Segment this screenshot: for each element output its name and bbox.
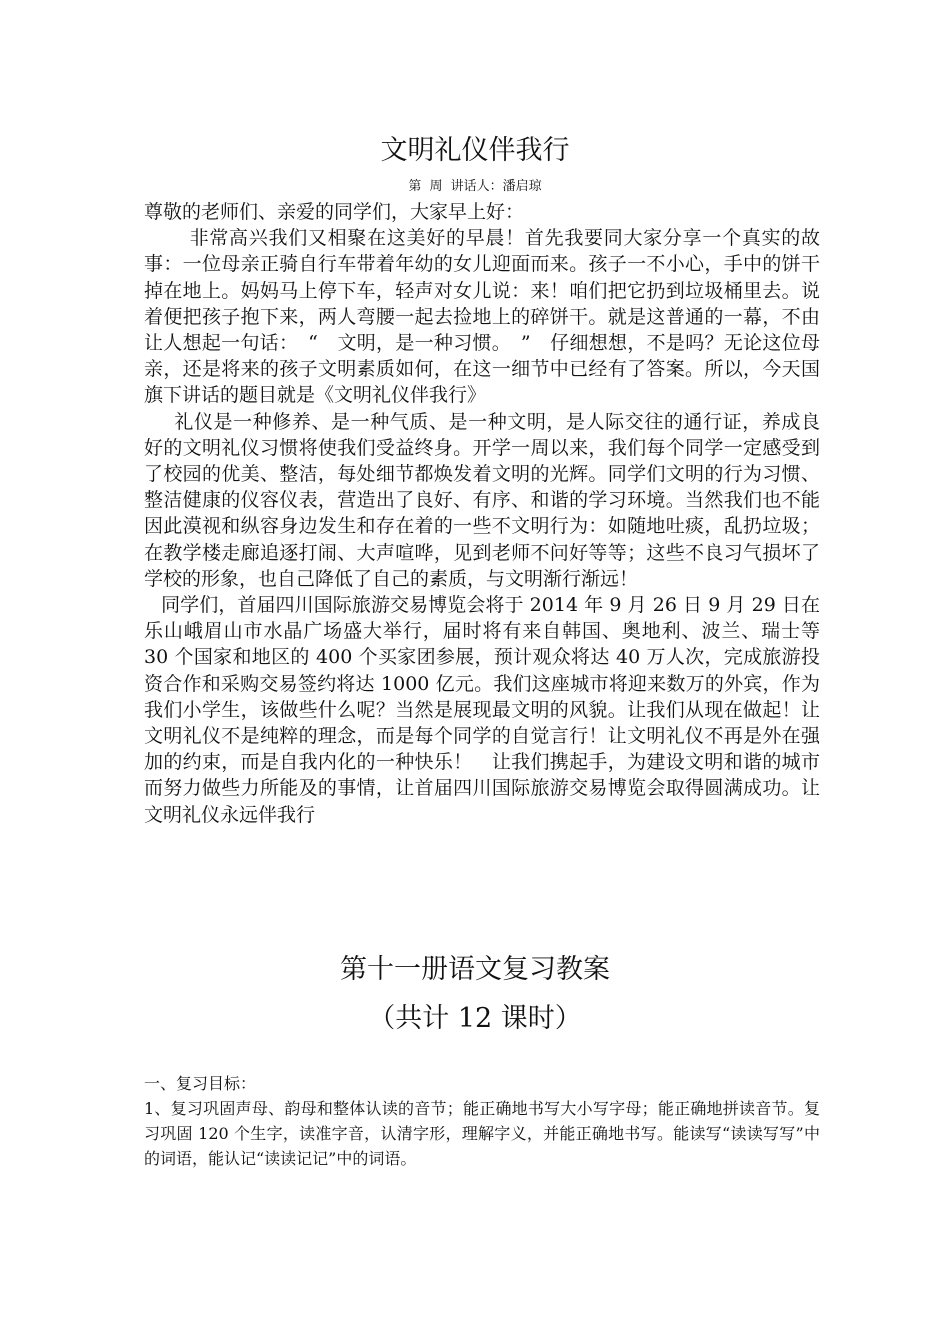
speech-meta: 第 周 讲话人：潘启琼 bbox=[408, 179, 542, 194]
speech-paragraph: 同学们，首届四川国际旅游交易博览会将于 2014 年 9 月 26 日 9 月 29 日在乐山峨眉山市水晶广场盛大举行，届时将有来自韩国、奥地利、波兰、瑞士等 30 个国家和地区的 400 个买家团参展，预计观众将达 40 万人次，完成旅游投资合作和采购交易签约将达 1000 亿元。我们这座城市将迎来数万的外宾，作为我们小学生，该做些什么呢？当然是展现最文明的风貌。让我们从现在做起！让文明礼仪不是纯粹的理念，而是每个同学的自觉言行！让文明礼仪不再是外在强加的约束，而是自我内化的一种快乐！ 让我们携起手，为建设文明和谐的城市而努力做些力所能及的事情，让首届四川国际旅游交易博览会取得圆满成功。让文明礼仪永远伴我行 bbox=[144, 594, 820, 826]
lesson-plan-subtitle: （共计 12 课时） bbox=[368, 1003, 582, 1034]
speech-paragraph: 非常高兴我们又相聚在这美好的早晨！首先我要同大家分享一个真实的故事：一位母亲正骑自行车带着年幼的女儿迎面而来。孩子一不小心，手中的饼干掉在地上。妈妈马上停下车，轻声对女儿说：来！咱们把它扔到垃圾桶里去。说着便把孩子抱下来，两人弯腰一起去捡地上的碎饼干。就是这普通的一幕，不由让人想起一句话： “ 文明，是一种习惯。 ” 仔细想想，不是吗？无论这位母亲，还是将来的孩子文明素质如何，在这一细节中已经有了答案。所以，今天国旗下讲话的题目就是《文明礼仪伴我行》 bbox=[144, 227, 820, 407]
section-heading: 一、复习目标： bbox=[144, 1074, 257, 1093]
speech-paragraph: 礼仪是一种修养、是一种气质、是一种文明，是人际交往的通行证，养成良好的文明礼仪习惯将使我们受益终身。开学一周以来，我们每个同学一定感受到了校园的优美、整洁，每处细节都焕发着文明的光辉。同学们文明的行为习惯、整洁健康的仪容仪表，营造出了良好、有序、和谐的学习环境。当然我们也不能因此漠视和纵容身边发生和存在着的一些不文明行为：如随地吐痰，乱扔垃圾；在教学楼走廊追逐打闹、大声喧哗，见到老师不问好等等；这些不良习气损坏了学校的形象，也自己降低了自己的素质，与文明渐行渐远！ bbox=[144, 410, 820, 590]
lesson-plan-title: 第十一册语文复习教案 bbox=[340, 954, 610, 985]
speech-body bbox=[144, 199, 820, 828]
lesson-plan-body bbox=[144, 1071, 820, 1171]
speech-title: 文明礼仪伴我行 bbox=[380, 135, 570, 166]
speech-greeting: 尊敬的老师们、亲爱的同学们，大家早上好： bbox=[144, 201, 525, 223]
objective-item: 1、复习巩固声母、韵母和整体认读的音节；能正确地书写大小写字母；能正确地拼读音节。复习巩固 120 个生字，读准字音，认清字形，理解字义，并能正确地书写。能读写“读读写写”中的词语，能认记“读读记记”中的词语。 bbox=[144, 1099, 820, 1168]
